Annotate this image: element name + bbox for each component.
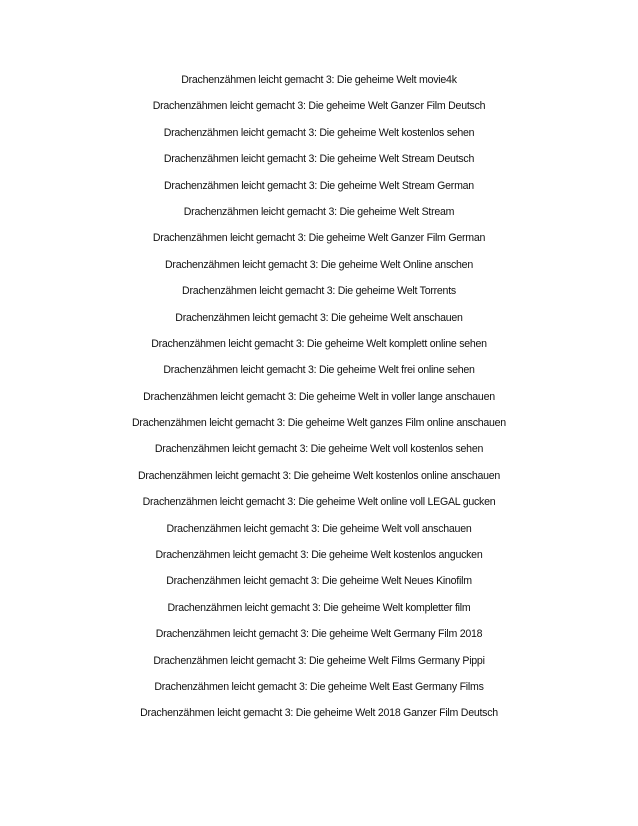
text-lines — [0, 67, 638, 727]
text-line: Drachenzähmen leicht gemacht 3: Die geheime Welt Neues Kinofilm — [166, 575, 472, 588]
text-line: Drachenzähmen leicht gemacht 3: Die geheime Welt in voller lange anschauen — [143, 390, 495, 403]
text-line: Drachenzähmen leicht gemacht 3: Die geheime Welt Stream German — [164, 179, 474, 192]
text-line: Drachenzähmen leicht gemacht 3: Die geheime Welt komplett online sehen — [151, 337, 487, 350]
text-line: Drachenzähmen leicht gemacht 3: Die geheime Welt ganzes Film online anschauen — [132, 417, 506, 430]
text-line: Drachenzähmen leicht gemacht 3: Die geheime Welt voll anschauen — [166, 522, 472, 535]
text-line: Drachenzähmen leicht gemacht 3: Die geheime Welt Online anschen — [165, 258, 473, 271]
text-line: Drachenzähmen leicht gemacht 3: Die geheime Welt Films Germany Pippi — [153, 654, 485, 667]
text-line: Drachenzähmen leicht gemacht 3: Die geheime Welt Germany Film 2018 — [155, 628, 483, 641]
text-line: Drachenzähmen leicht gemacht 3: Die geheime Welt kostenlos sehen — [163, 126, 475, 139]
text-line: Drachenzähmen leicht gemacht 3: Die geheime Welt East Germany Films — [154, 680, 484, 693]
text-line: Drachenzähmen leicht gemacht 3: Die geheime Welt anschauen — [175, 311, 463, 324]
text-line: Drachenzähmen leicht gemacht 3: Die geheime Welt online voll LEGAL gucken — [142, 496, 496, 509]
text-line: Drachenzähmen leicht gemacht 3: Die geheime Welt Torrents — [182, 285, 456, 298]
text-line: Drachenzähmen leicht gemacht 3: Die geheime Welt Ganzer Film Deutsch — [152, 100, 486, 113]
text-line: Drachenzähmen leicht gemacht 3: Die geheime Welt 2018 Ganzer Film Deutsch — [140, 707, 498, 720]
text-line: Drachenzähmen leicht gemacht 3: Die geheime Welt Ganzer Film German — [152, 232, 486, 245]
text-line: Drachenzähmen leicht gemacht 3: Die geheime Welt voll kostenlos sehen — [154, 443, 484, 456]
text-line: Drachenzähmen leicht gemacht 3: Die geheime Welt frei online sehen — [163, 364, 475, 377]
text-line: Drachenzähmen leicht gemacht 3: Die geheime Welt movie4k — [181, 74, 457, 86]
text-line: Drachenzähmen leicht gemacht 3: Die geheime Welt kompletter film — [167, 601, 471, 614]
text-line: Drachenzähmen leicht gemacht 3: Die geheime Welt kostenlos online anschauen — [137, 469, 501, 482]
text-line: Drachenzähmen leicht gemacht 3: Die geheime Welt kostenlos angucken — [155, 549, 483, 562]
text-line: Drachenzähmen leicht gemacht 3: Die geheime Welt Stream — [183, 205, 455, 218]
text-line: Drachenzähmen leicht gemacht 3: Die geheime Welt Stream Deutsch — [163, 153, 475, 166]
